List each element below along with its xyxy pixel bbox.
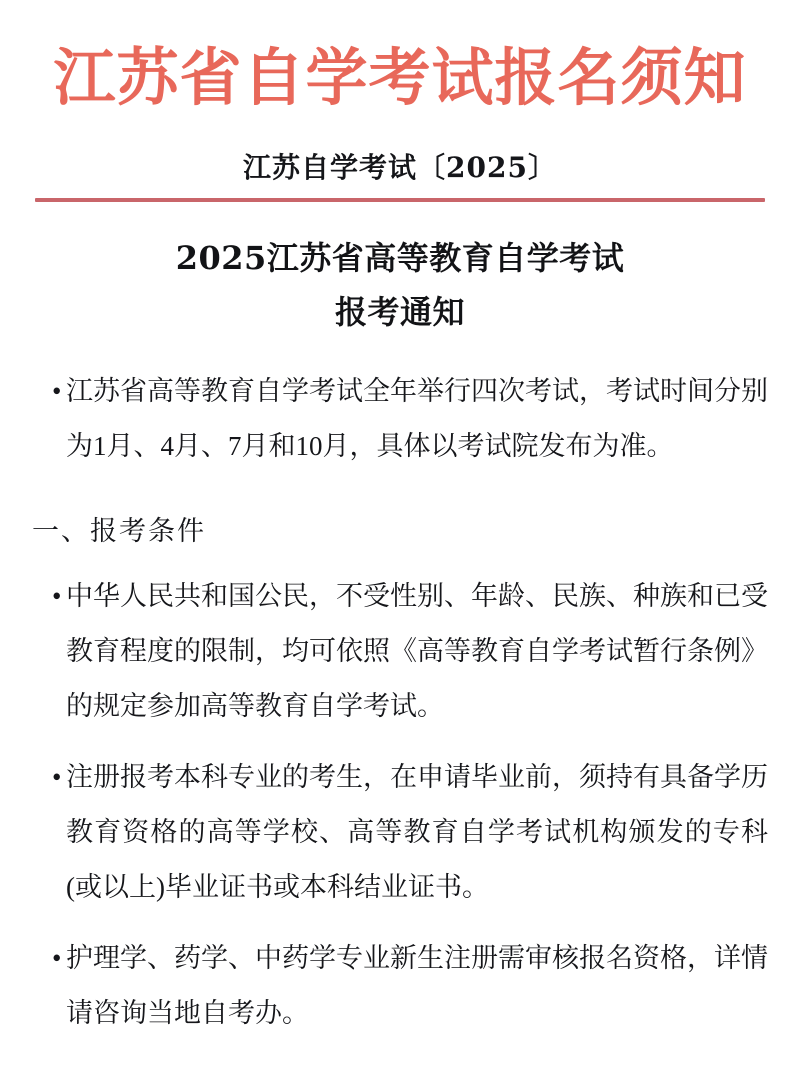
requirement-item-text: 注册报考本科专业的考生，在申请毕业前，须持有具备学历教育资格的高等学校、高等教育自学考试机构颁发的专科(或以上)毕业证书或本科结业证书。 xyxy=(66,762,768,902)
requirement-item-text: 护理学、药学、中药学专业新生注册需审核报名资格，详情请咨询当地自考办。 xyxy=(66,943,768,1028)
requirement-item xyxy=(32,569,768,734)
bullet-icon: • xyxy=(52,762,62,792)
requirement-item xyxy=(32,931,768,1041)
intro-paragraph xyxy=(32,364,768,474)
section-heading-requirements: 一、报考条件 xyxy=(32,516,206,546)
banner-title: 江苏省自学考试报名须知 xyxy=(53,41,747,114)
bullet-icon: • xyxy=(52,581,62,611)
document-body xyxy=(32,364,768,1057)
requirement-item xyxy=(32,750,768,915)
header-divider xyxy=(35,198,765,202)
document-subtitle: 江苏自学考试〔2025〕 xyxy=(243,151,557,184)
bullet-icon: • xyxy=(52,943,62,973)
bullet-icon: • xyxy=(52,376,62,406)
intro-paragraph-text: 江苏省高等教育自学考试全年举行四次考试，考试时间分别为1月、4月、7月和10月，具体以考试院发布为准。 xyxy=(66,376,768,461)
document-heading-line-2: 报考通知 xyxy=(334,293,465,331)
document-heading-line-1: 2025江苏省高等教育自学考试 xyxy=(175,239,625,277)
requirement-item-text: 中华人民共和国公民，不受性别、年龄、民族、种族和已受教育程度的限制，均可依照《高等教育自学考试暂行条例》的规定参加高等教育自学考试。 xyxy=(66,581,768,721)
document-heading xyxy=(40,231,760,339)
